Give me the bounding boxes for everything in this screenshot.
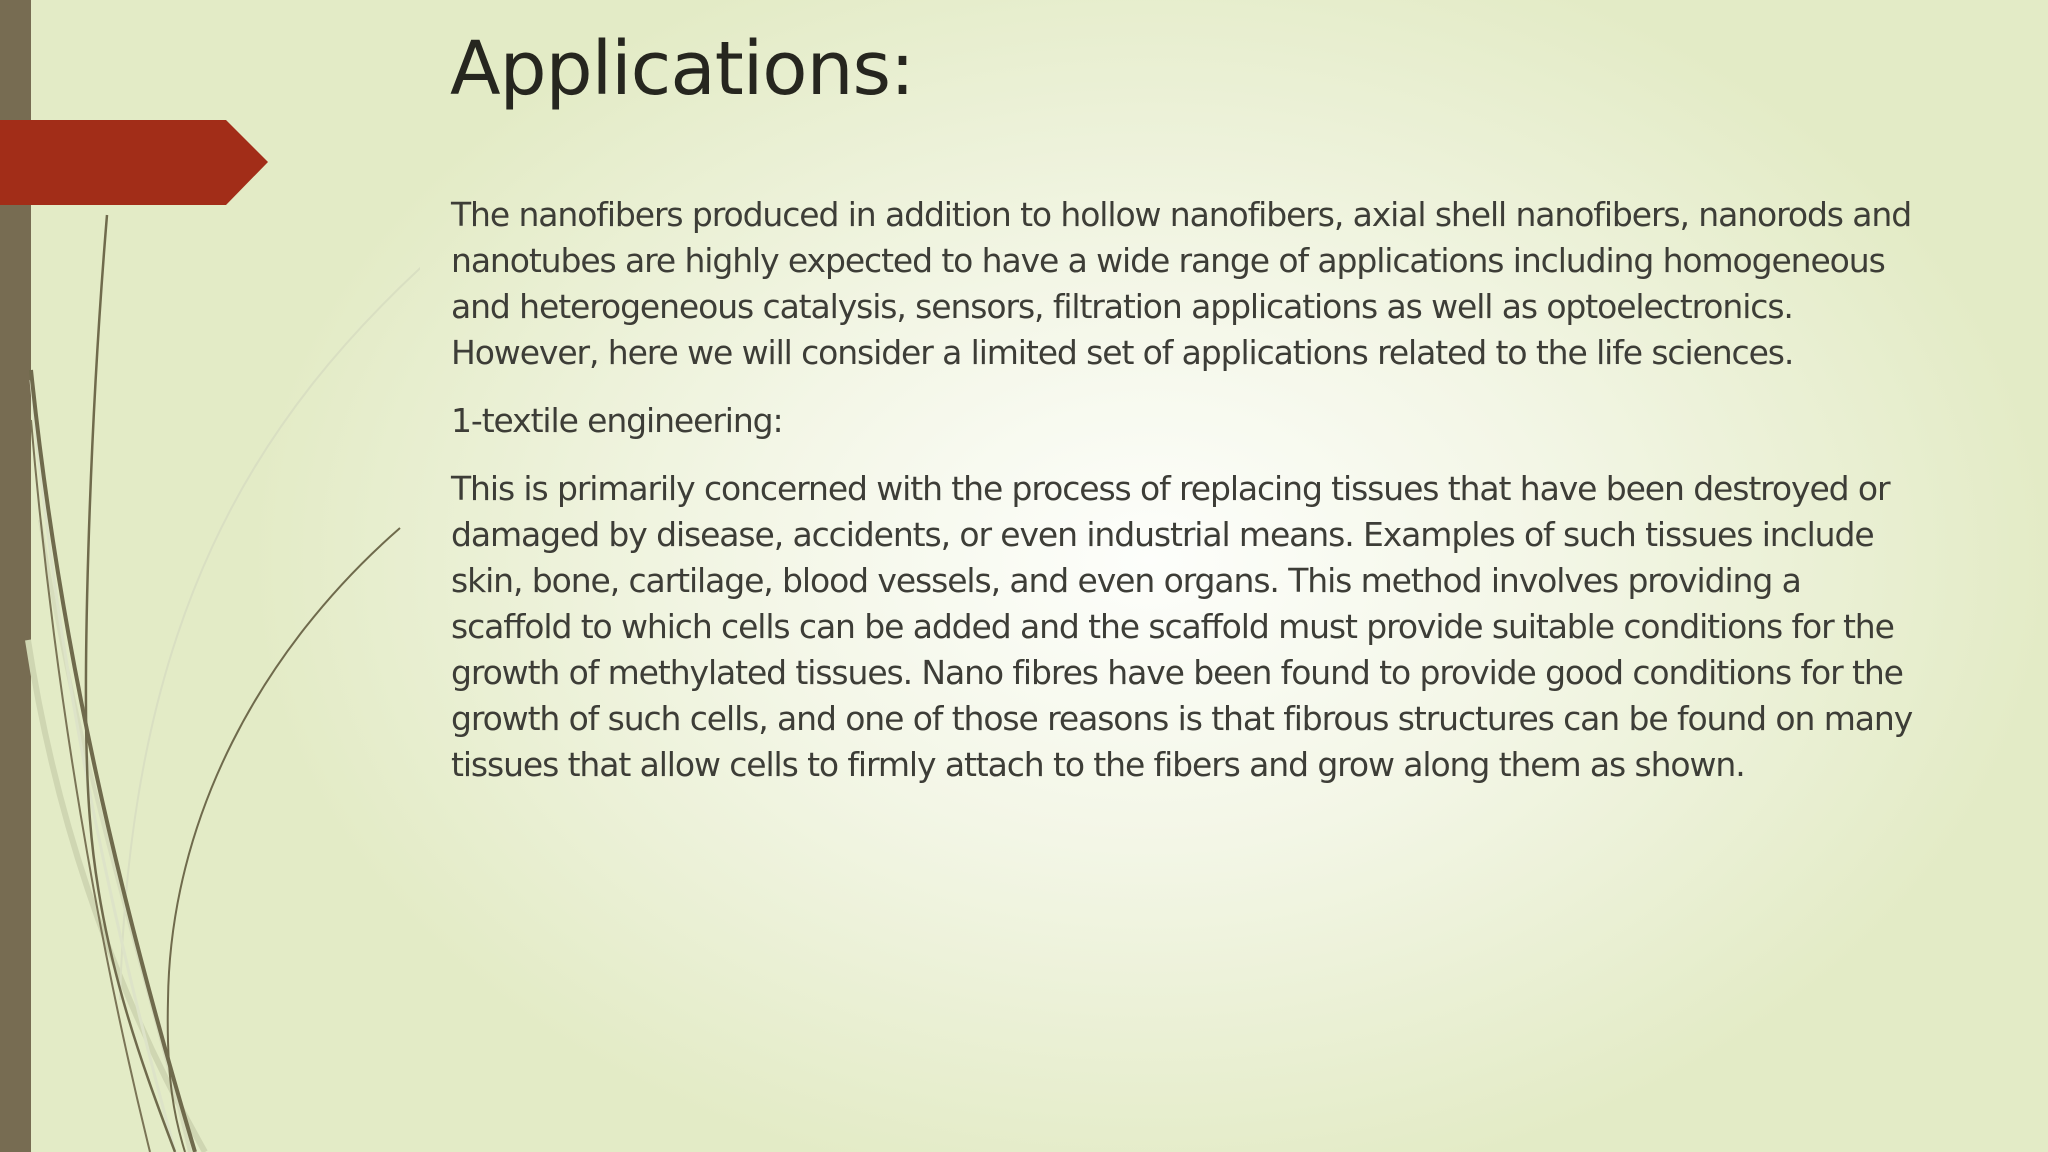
slide-title: Applications: <box>450 26 914 112</box>
section-heading: 1-textile engineering: <box>451 401 783 440</box>
red-arrow-tab <box>0 120 268 205</box>
intro-paragraph: The nanofibers produced in addition to hollow nanofibers, axial shell nanofibers, nanorods and nanotubes are highly expected to have a wide range of applications including homogeneous and heterogeneous catalysis, sensors, filtration applications as well as optoelectronics. However, here we will consider a limited set of applications related to the life sciences. <box>451 195 1912 372</box>
dark-curve-2 <box>31 370 195 1152</box>
decorative-curves <box>0 0 420 1152</box>
description-paragraph: This is primarily concerned with the process of replacing tissues that have been destroyed or damaged by disease, accidents, or even industrial means. Examples of such tissues include skin, bone, cartilage, blood vessels, and even organs. This method involves providing a scaffold to which cells can be added and the scaffold must provide suitable conditions for the growth of methylated tissues. Nano fibres have been found to provide good conditions for the growth of such cells, and one of those reasons is that fibrous structures can be found on many tissues that allow cells to firmly attach to the fibers and grow along them as shown. <box>451 469 1913 784</box>
dark-curve-3 <box>168 528 400 1152</box>
slide-body <box>451 192 1921 788</box>
light-curve-3 <box>120 250 420 1000</box>
